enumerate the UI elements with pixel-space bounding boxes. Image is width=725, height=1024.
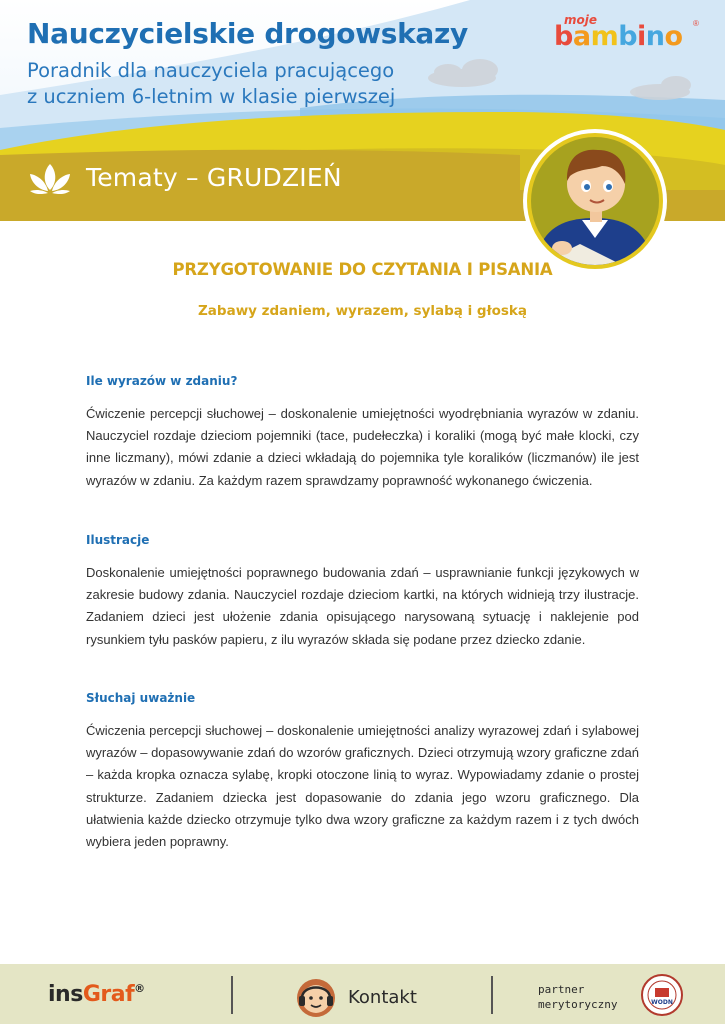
logo-main-word: [554, 21, 683, 52]
contact-headset-icon[interactable]: [294, 976, 338, 1018]
footer-divider: [231, 976, 233, 1014]
section-heading: Słuchaj uważnie: [86, 691, 196, 705]
logo-letter: n: [645, 21, 665, 52]
document-subtitle: [27, 58, 447, 110]
section-text: Doskonalenie umiejętności poprawnego budowania zdań – usprawnianie funkcji językowych w zakresie budowy zdania. Nauczyciel rozdaje dzieciom kartki, na których widnieją trzy ilustracje. Zadaniem dzieci jest ułożenie zdania opisującego narysowaną sytuację i naklejenie pod rysunkiem tyłu pasków papieru, z ilu wyrazów składa się podane przez dziecko zdanie.: [86, 565, 639, 647]
main-title: PRZYGOTOWANIE DO CZYTANIA I PISANIA: [172, 260, 553, 279]
section-text: Ćwiczenie percepcji słuchowej – doskonalenie umiejętności wyodrębniania wyrazów w zdaniu. Nauczyciel rozdaje dzieciom pojemniki (tace, pudełeczka) i koraliki (mogą być małe klocki, czy inne liczmany), mówi zdanie a dzieci wkładają do pojemnika tyle koralików (liczmanów) ile jest wyrazów w zdaniu. Za każdym razem sprawdzamy poprawność wykonanego ćwiczenia.: [86, 406, 639, 488]
footer-divider: [491, 976, 493, 1014]
logo-letter: i: [637, 21, 646, 52]
section-heading: Ile wyrazów w zdaniu?: [86, 374, 238, 388]
topic-heading: Tematy – GRUDZIEŃ: [86, 163, 342, 192]
subtitle-line-1: Poradnik dla nauczyciela pracującego: [27, 59, 395, 82]
logo-registered-mark: ®: [693, 19, 699, 28]
publisher-name-part: ins: [48, 982, 83, 1007]
subtitle-line-2: z uczniem 6-letnim w klasie pierwszej: [27, 85, 396, 108]
section-block: [86, 691, 639, 853]
logo-letter: b: [554, 21, 573, 52]
logo-letter: o: [664, 21, 683, 52]
leaf-icon: [28, 160, 72, 196]
partner-logo-text: WODN: [651, 999, 673, 1006]
section-block: [86, 374, 639, 492]
publisher-registered-mark: ®: [134, 982, 145, 995]
section-block: [86, 533, 639, 651]
contact-link[interactable]: Kontakt: [348, 987, 417, 1008]
wodn-partner-logo[interactable]: [640, 973, 684, 1017]
publisher-name-part: Graf: [82, 982, 135, 1007]
partner-label: [538, 982, 617, 1012]
partner-line: merytoryczny: [538, 998, 618, 1011]
boy-mascot-illustration: [520, 126, 670, 276]
main-subtitle: Zabawy zdaniem, wyrazem, sylabą i głoską: [198, 303, 527, 319]
section-heading: Ilustracje: [86, 533, 150, 547]
section-text: Ćwiczenia percepcji słuchowej – doskonalenie umiejętności analizy wyrazowej zdań i sylabowej wyrazów – dopasowywanie zdań do wzorów graficznych. Dzieci otrzymują wzory graficzne zdań – każda kropka oznacza sylabę, kropki otoczone linią to wyraz. Wypowiadamy zdanie o prostej strukturze. Zadaniem dziecka jest dopasowanie do zdania jego wzoru graficznego. Dla ułatwienia każde dziecko otrzymuje tylko dwa wzory graficzne za każdym razem i z tych dwóch wybiera jeden poprawny.: [86, 723, 639, 850]
logo-letter: m: [590, 21, 619, 52]
document-title: Nauczycielskie drogowskazy: [27, 17, 468, 50]
moje-bambino-logo[interactable]: [554, 13, 704, 55]
logo-letter: a: [572, 21, 591, 52]
insgraf-logo[interactable]: [48, 982, 145, 1007]
logo-top-word: moje: [564, 13, 597, 27]
logo-letter: b: [618, 21, 638, 52]
partner-line: partner: [538, 983, 585, 996]
